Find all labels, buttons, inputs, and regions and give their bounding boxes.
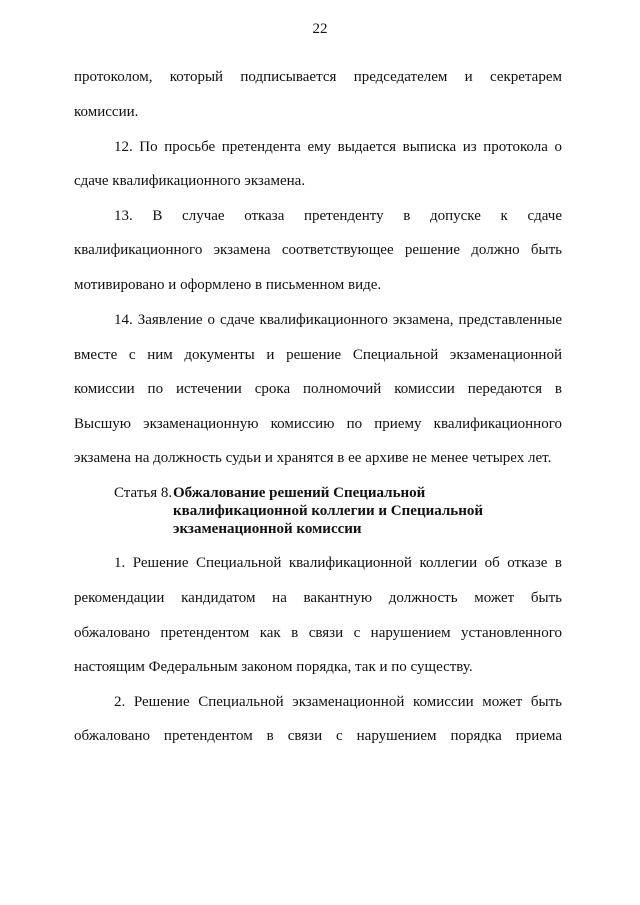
paragraph-line: обжаловано претендентом в связи с нарушением порядка приема — [74, 728, 562, 744]
paragraph-line: 1. Решение Специальной квалификационной коллегии об отказе в — [114, 555, 562, 571]
paragraph-line: Высшую экзаменационную комиссию по приему квалификационного — [74, 416, 562, 432]
paragraph-line: комиссии. — [74, 104, 139, 120]
article-title-line: Обжалование решений Специальной — [173, 485, 426, 501]
page-number: 22 — [312, 21, 328, 37]
paragraph-line: сдаче квалификационного экзамена. — [74, 173, 306, 189]
article-prefix: Статья 8. — [114, 485, 173, 501]
article-title-line: экзаменационной комиссии — [173, 521, 362, 537]
paragraph-line: 2. Решение Специальной экзаменационной комиссии может быть — [114, 694, 562, 710]
paragraph-line: рекомендации кандидатом на вакантную должность может быть — [74, 590, 562, 606]
paragraph-line: 12. По просьбе претендента ему выдается выписка из протокола о — [114, 139, 562, 155]
article-title-line: квалификационной коллегии и Специальной — [173, 503, 483, 519]
paragraph-line: обжаловано претендентом как в связи с нарушением установленного — [74, 625, 562, 641]
paragraph-line: квалификационного экзамена соответствующее решение должно быть — [74, 242, 562, 258]
paragraph-line: экзамена на должность судьи и хранятся в ее архиве не менее четырех лет. — [74, 450, 552, 466]
paragraph-line: настоящим Федеральным законом порядка, так и по существу. — [74, 659, 473, 675]
paragraph-line: мотивировано и оформлено в письменном виде. — [74, 277, 382, 293]
paragraph-line: 13. В случае отказа претенденту в допуске к сдаче — [114, 208, 562, 224]
paragraph-line: комиссии по истечении срока полномочий комиссии передаются в — [74, 381, 562, 397]
paragraph-line: 14. Заявление о сдаче квалификационного экзамена, представленные — [114, 312, 562, 328]
paragraph-line: вместе с ним документы и решение Специальной экзаменационной — [74, 347, 562, 363]
paragraph-line: протоколом, который подписывается председателем и секретарем — [74, 69, 562, 85]
